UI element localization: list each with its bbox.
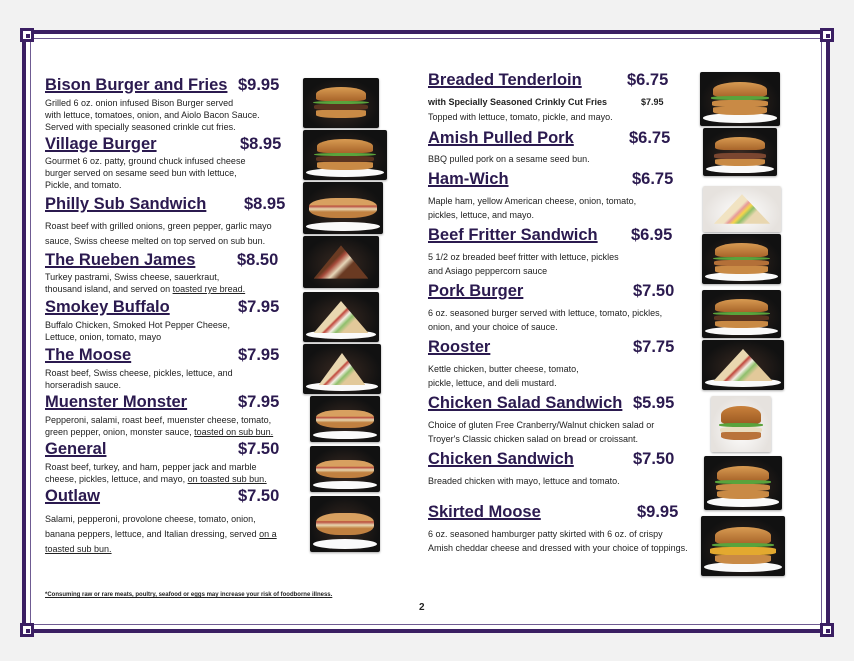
item-name: Amish Pulled Pork	[428, 129, 574, 147]
beef-fritter-photo	[702, 234, 781, 284]
item-price: $5.95	[633, 394, 675, 412]
item-desc-line: with lettuce, tomatoes, onion, and Aiolo Bacon Sauce.	[45, 110, 260, 120]
muenster-monster-photo	[310, 396, 380, 442]
bison-burger-photo	[303, 78, 379, 128]
item-desc-line: Kettle chicken, butter cheese, tomato,	[428, 364, 579, 374]
pork-burger-photo	[702, 290, 781, 338]
item-desc-line: toasted sub bun.	[45, 544, 112, 554]
item-name: Ham-Wich	[428, 170, 509, 188]
item-desc-line: Buffalo Chicken, Smoked Hot Pepper Cheese,	[45, 320, 230, 330]
item-desc-line: Roast beef with grilled onions, green pepper, garlic mayo	[45, 221, 272, 231]
item-price: $6.75	[627, 71, 669, 89]
item-desc-line: onion, and your choice of sauce.	[428, 322, 558, 332]
item-name: Chicken Sandwich	[428, 450, 574, 468]
item-name: Beef Fritter Sandwich	[428, 226, 598, 244]
item-desc-line: pickles, lettuce, and mayo.	[428, 210, 535, 220]
item-desc-line: with Specially Seasoned Crinkly Cut Fries	[428, 97, 608, 107]
item-name: Bison Burger and Fries	[45, 76, 228, 94]
item-price: $6.75	[632, 170, 674, 188]
smokey-buffalo-photo	[303, 292, 379, 342]
ham-wich-photo	[703, 186, 781, 232]
item-name: Outlaw	[45, 487, 101, 505]
item-desc-line: BBQ pulled pork on a sesame seed bun.	[428, 154, 590, 164]
item-name: Chicken Salad Sandwich	[428, 394, 623, 412]
item-desc-line: 5 1/2 oz breaded beef fritter with lettuce, pickles	[428, 252, 619, 262]
item-desc-line: horseradish sauce.	[45, 380, 122, 390]
chicken-salad-photo	[711, 396, 771, 452]
item-name: Skirted Moose	[428, 503, 541, 521]
page-number: 2	[419, 602, 425, 613]
item-desc-line: Troyer's Classic chicken salad on bread or croissant.	[428, 434, 638, 444]
item-price: $6.75	[629, 129, 671, 147]
item-desc-line: thousand island, and served on toasted rye bread.	[45, 284, 246, 294]
item-desc-line: Amish cheddar cheese and dressed with your choice of toppings.	[428, 543, 688, 553]
item-desc-line: Choice of gluten Free Cranberry/Walnut chicken salad or	[428, 420, 655, 430]
item-desc-line: Breaded chicken with mayo, lettuce and tomato.	[428, 476, 620, 486]
skirted-moose-photo	[701, 516, 785, 576]
breaded-tenderloin-photo	[700, 72, 780, 126]
item-name: General	[45, 440, 107, 458]
item-price: $7.50	[633, 282, 675, 300]
item-name: Philly Sub Sandwich	[45, 195, 207, 213]
item-desc-line: Pickle, and tomato.	[45, 180, 122, 190]
item-desc-line: pickle, lettuce, and deli mustard.	[428, 378, 557, 388]
corner-ornament	[820, 28, 834, 42]
item-desc-line: Gourmet 6 oz. patty, ground chuck infused cheese	[45, 156, 246, 166]
item-name: Rooster	[428, 338, 491, 356]
item-name: Smokey Buffalo	[45, 298, 170, 316]
item-desc-line: Salami, pepperoni, provolone cheese, tomato, onion,	[45, 514, 256, 524]
item-desc-line: banana peppers, lettuce, and Italian dressing, served on a	[45, 529, 277, 539]
item-price: $8.95	[240, 135, 282, 153]
item-desc-line: Pepperoni, salami, roast beef, muenster cheese, tomato,	[45, 415, 272, 425]
general-photo	[310, 446, 380, 492]
chicken-sandwich-photo	[704, 456, 782, 510]
item-price: $7.50	[238, 440, 280, 458]
item-price: $7.95	[238, 298, 280, 316]
item-price: $7.95	[238, 393, 280, 411]
item-name: Village Burger	[45, 135, 157, 153]
amish-pulled-pork-photo	[703, 128, 777, 176]
item-desc-line: cheese, pickles, lettuce, and mayo, on toasted sub bun.	[45, 474, 267, 484]
corner-ornament	[20, 623, 34, 637]
item-name: Breaded Tenderloin	[428, 71, 582, 89]
item-name: Muenster Monster	[45, 393, 188, 411]
item-desc-line: 6 oz. seasoned hamburger patty skirted with 6 oz. of crispy	[428, 529, 663, 539]
item-price: $9.95	[637, 503, 679, 521]
item-desc-line: Roast beef, Swiss cheese, pickles, lettuce, and	[45, 368, 233, 378]
philly-sub-photo	[303, 182, 383, 234]
item-desc-line: Grilled 6 oz. onion infused Bison Burger served	[45, 98, 234, 108]
item-price: $8.50	[237, 251, 279, 269]
foodborne-illness-disclaimer: *Consuming raw or rare meats, poultry, seafood or eggs may increase your risk of foodborne illness.	[45, 592, 333, 598]
item-desc-line: Turkey pastrami, Swiss cheese, sauerkraut,	[45, 272, 220, 282]
item-price: $6.95	[631, 226, 673, 244]
item-price: $7.50	[238, 487, 280, 505]
corner-ornament	[20, 28, 34, 42]
item-combo-price: $7.95	[641, 97, 664, 107]
the-moose-photo	[303, 344, 381, 394]
item-price: $7.75	[633, 338, 675, 356]
item-name: The Rueben James	[45, 251, 196, 269]
rueben-photo	[303, 236, 379, 288]
item-desc-line: Lettuce, onion, tomato, mayo	[45, 332, 162, 342]
item-desc-line: burger served on sesame seed bun with lettuce,	[45, 168, 237, 178]
item-desc-line: Served with specially seasoned crinkle cut fries.	[45, 122, 236, 132]
item-price: $7.50	[633, 450, 675, 468]
item-price: $8.95	[244, 195, 286, 213]
village-burger-photo	[303, 130, 387, 180]
rooster-photo	[702, 340, 784, 390]
item-name: Pork Burger	[428, 282, 524, 300]
item-desc-line: and Asiago peppercorn sauce	[428, 266, 548, 276]
item-price: $9.95	[238, 76, 280, 94]
item-desc-line: Maple ham, yellow American cheese, onion, tomato,	[428, 196, 637, 206]
item-desc-line: 6 oz. seasoned burger served with lettuce, tomato, pickles,	[428, 308, 663, 318]
item-name: The Moose	[45, 346, 132, 364]
corner-ornament	[820, 623, 834, 637]
item-price: $7.95	[238, 346, 280, 364]
item-desc-line: Roast beef, turkey, and ham, pepper jack and marble	[45, 462, 257, 472]
item-desc-line: Topped with lettuce, tomato, pickle, and mayo.	[428, 112, 613, 122]
outlaw-photo	[310, 496, 380, 552]
item-desc-line: sauce, Swiss cheese melted on top served on sub bun.	[45, 236, 266, 246]
item-desc-line: green pepper, onion, monster sauce, toasted on sub bun.	[45, 427, 274, 437]
